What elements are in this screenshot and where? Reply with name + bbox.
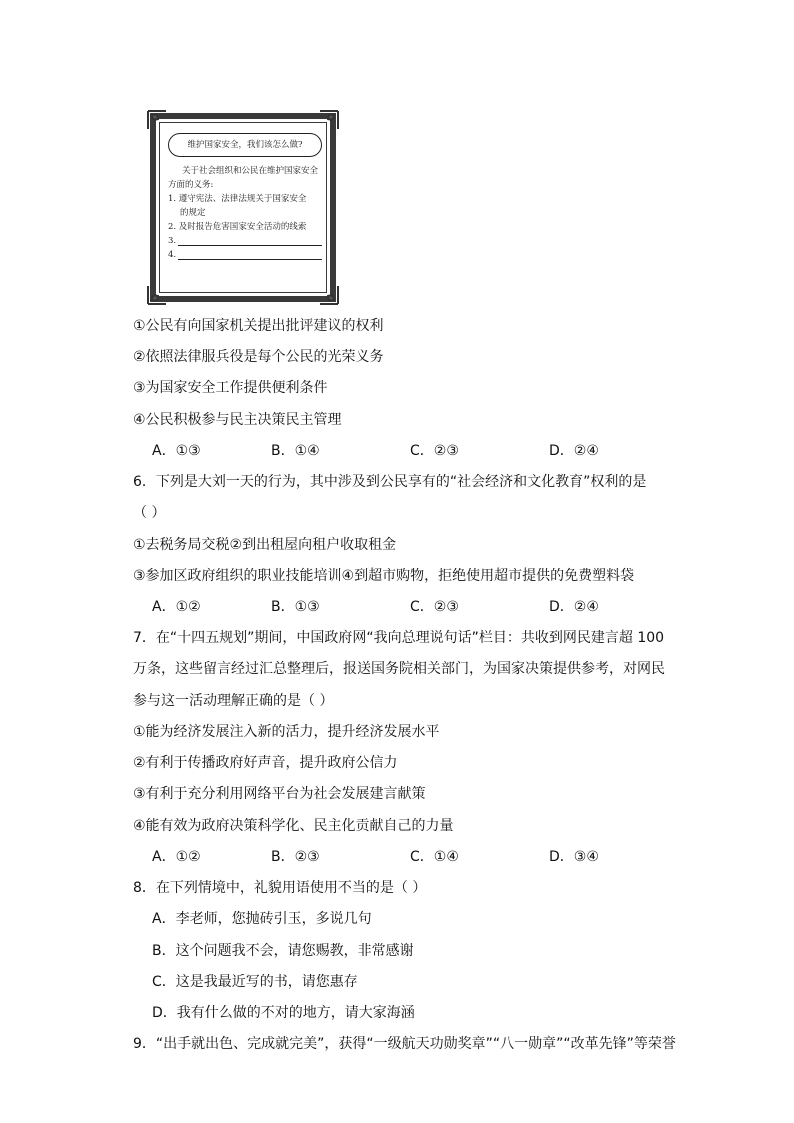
q7-stem-line-2: 万条，这些留言经过汇总整理后，报送国务院相关部门，为国家决策提供参考，对网民 (133, 661, 665, 677)
q5-option-a[interactable]: A．①③ (152, 443, 201, 459)
q8-option-c[interactable]: C．这是我最近写的书，请您惠存 (152, 974, 358, 990)
figure-item-2: 2. 及时报告危害国家安全活动的线索 (168, 222, 307, 232)
national-security-figure (150, 113, 336, 302)
q5-statement-3: ③为国家安全工作提供便利条件 (133, 380, 328, 396)
q7-stem-line-1: 7．在“十四五规划”期间，中国政府网“我向总理说句话”栏目：共收到网民建言超 100 (133, 630, 665, 646)
q7-statement-1: ①能为经济发展注入新的活力，提升经济发展水平 (133, 724, 440, 740)
q5-statement-4: ④公民积极参与民主决策民主管理 (133, 412, 342, 428)
figure-content (168, 133, 322, 262)
q6-option-b[interactable]: B．①③ (271, 599, 320, 615)
frame-corner-ornament-icon (146, 109, 168, 131)
q7-statement-4: ④能有效为政府决策科学化、民主化贡献自己的力量 (133, 818, 454, 834)
q6-option-a[interactable]: A．①② (152, 599, 201, 615)
q7-statement-2: ②有利于传播政府好声音，提升政府公信力 (133, 755, 398, 771)
q6-option-d[interactable]: D．②④ (549, 599, 599, 615)
frame-corner-ornament-icon (146, 284, 168, 306)
q5-option-c[interactable]: C．②③ (410, 443, 459, 459)
q6-stem-line-2: （ ） (133, 505, 166, 521)
q8-stem: 8．在下列情境中，礼貌用语使用不当的是（ ） (133, 880, 427, 896)
q5-statement-2: ②依照法律服兵役是每个公民的光荣义务 (133, 349, 384, 365)
q7-option-c[interactable]: C．①④ (410, 849, 459, 865)
q8-option-b[interactable]: B．这个问题我不会，请您赐教，非常感谢 (152, 943, 414, 959)
q7-option-a[interactable]: A．①② (152, 849, 201, 865)
q8-option-d[interactable]: D．我有什么做的不对的地方，请大家海涵 (152, 1005, 415, 1021)
q6-option-c[interactable]: C．②③ (410, 599, 459, 615)
frame-corner-ornament-icon (318, 284, 340, 306)
figure-item-4-blank: 4. (168, 248, 322, 262)
q5-option-b[interactable]: B．①④ (271, 443, 320, 459)
q5-option-d[interactable]: D．②④ (549, 443, 599, 459)
figure-intro: 关于社会组织和公民在维护国家安全方面的义务: (168, 166, 319, 190)
figure-speech-bubble: 维护国家安全，我们该怎么做? (168, 133, 322, 157)
q8-option-a[interactable]: A．李老师，您抛砖引玉，多说几句 (152, 911, 372, 927)
q6-statements-3-4: ③参加区政府组织的职业技能培训④到超市购物，拒绝使用超市提供的免费塑料袋 (133, 568, 635, 584)
q7-stem-line-3: 参与这一活动理解正确的是（ ） (133, 693, 334, 709)
figure-item-3-blank: 3. (168, 234, 322, 248)
q9-stem-line-1: 9．“出手就出色、完成就完美”，获得“一级航天功勋奖章”“八一勋章”“改革先锋”等荣誉 (133, 1036, 676, 1052)
q7-option-b[interactable]: B．②③ (271, 849, 320, 865)
figure-item-1: 1. 遵守宪法、法律法规关于国家安全 的规定 (168, 194, 307, 218)
frame-corner-ornament-icon (318, 109, 340, 131)
q7-option-d[interactable]: D．③④ (549, 849, 599, 865)
q5-statement-1: ①公民有向国家机关提出批评建议的权利 (133, 318, 384, 334)
q7-statement-3: ③有利于充分利用网络平台为社会发展建言献策 (133, 786, 426, 802)
q6-stem-line-1: 6．下列是大刘一天的行为，其中涉及到公民享有的“社会经济和文化教育”权利的是 (133, 474, 647, 490)
q6-statements-1-2: ①去税务局交税②到出租屋向租户收取租金 (133, 537, 397, 553)
